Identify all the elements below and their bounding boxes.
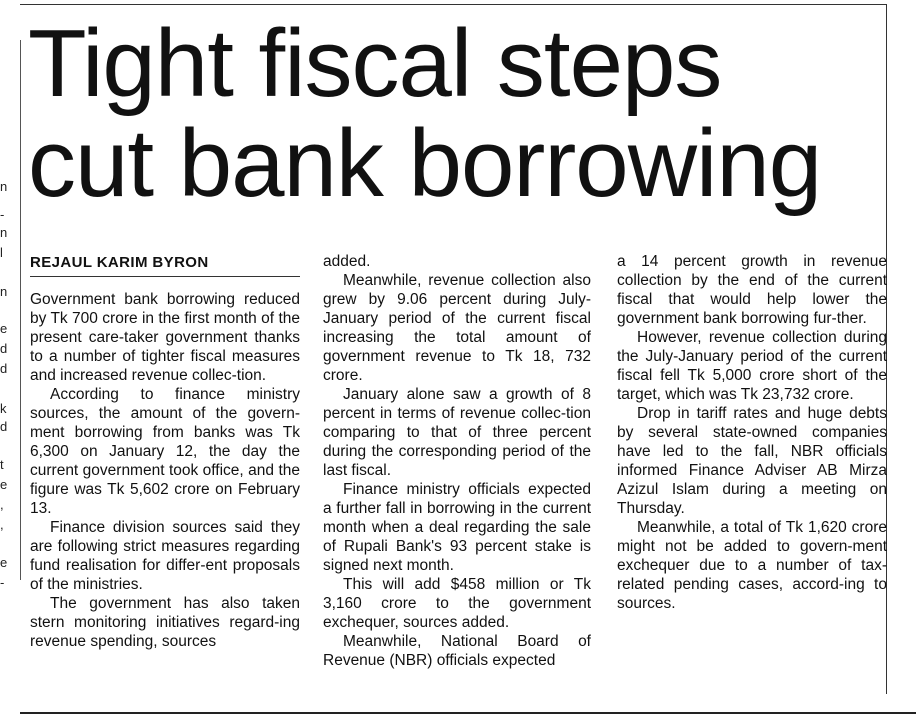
paragraph: Meanwhile, National Board of Revenue (NBR) officials expected <box>323 633 591 669</box>
top-rule <box>20 4 886 5</box>
headline <box>28 10 888 217</box>
fragment-letter: n <box>0 284 8 299</box>
fragment-letter: e <box>0 321 8 336</box>
paragraph: Finance division sources said they are following strict measures regarding fund realisation for differ-ent proposals of the ministries. <box>30 519 300 593</box>
paragraph: added. <box>323 253 371 270</box>
paragraph: a 14 percent growth in revenue collection by the end of the current fiscal that would help lower the government bank borrowing fur-ther. <box>617 253 887 327</box>
fragment-letter: e <box>0 477 8 492</box>
fragment-letter: , <box>0 497 4 512</box>
fragment-letter: - <box>0 575 5 590</box>
headline-line-1: Tight fiscal steps <box>28 10 722 117</box>
article-column-2 <box>323 252 591 670</box>
paragraph: However, revenue collection during the July-January period of the current fiscal fell Tk 5,000 crore short of the target, which was Tk 23,732 crore. <box>617 329 887 403</box>
paragraph: Drop in tariff rates and huge debts by several state-owned companies have led to the fall, NBR officials informed Finance Adviser AB Mirza Azizul Islam during a meeting on Thursday. <box>617 405 887 517</box>
fragment-letter: n <box>0 225 8 240</box>
paragraph: According to finance ministry sources, the amount of the govern-ment borrowing from banks was Tk 6,300 on January 12, the day the current government took office, and the figure was Tk 5,602 crore on February 13. <box>30 386 300 517</box>
fragment-letter: d <box>0 341 8 356</box>
paragraph: Meanwhile, revenue collection also grew by 9.06 percent during July-January period of the current fiscal increasing the total amount of government revenue to Tk 18, 732 crore. <box>323 272 591 384</box>
fragment-letter: - <box>0 207 5 222</box>
adjacent-article-fragments <box>0 0 14 726</box>
byline-rule <box>30 276 300 277</box>
column-divider-left <box>20 40 21 580</box>
paragraph: Finance ministry officials expected a further fall in borrowing in the current month when a deal regarding the sale of Rupali Bank's 93 percent stake is signed next month. <box>323 481 591 574</box>
article-column-3 <box>617 252 887 613</box>
paragraph: January alone saw a growth of 8 percent in terms of revenue collec-tion comparing to that of three percent during the corresponding period of the last fiscal. <box>323 386 591 479</box>
fragment-letter: n <box>0 179 8 194</box>
fragment-letter: d <box>0 361 8 376</box>
fragment-letter: e <box>0 555 8 570</box>
paragraph: The government has also taken stern monitoring initiatives regard-ing revenue spending, sources <box>30 595 300 650</box>
paragraph: Meanwhile, a total of Tk 1,620 crore might not be added to govern-ment exchequer due to a number of tax-related pending cases, accord-ing to sources. <box>617 519 887 612</box>
fragment-letter: l <box>0 245 3 260</box>
byline: REJAUL KARIM BYRON <box>30 254 209 271</box>
fragment-letter: d <box>0 419 8 434</box>
headline-line-2: cut bank borrowing <box>28 110 822 217</box>
fragment-letter: , <box>0 517 4 532</box>
article-column-1 <box>30 290 300 651</box>
bottom-rule <box>20 712 916 714</box>
paragraph: This will add $458 million or Tk 3,160 crore to the government exchequer, sources added. <box>323 576 591 631</box>
fragment-letter: t <box>0 457 4 472</box>
paragraph: Government bank borrowing reduced by Tk 700 crore in the first month of the present care-taker government thanks to a number of tighter fiscal measures and increased revenue collec-tion. <box>30 291 300 384</box>
fragment-letter: k <box>0 401 7 416</box>
